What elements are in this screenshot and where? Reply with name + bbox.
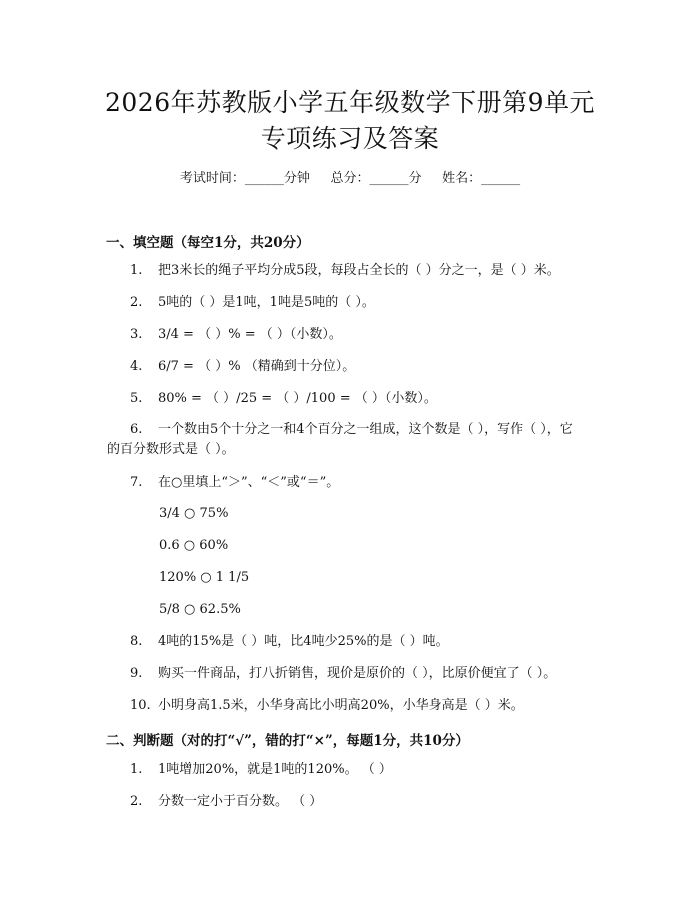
section-heading-true-false: 二、判断题（对的打“√”，错的打“×”，每题1分，共10分）: [106, 733, 469, 749]
question-text: 一个数由5个十分之一和4个百分之一组成，这个数是（ ），写作（ ），它的百分数形式是（ ）。: [107, 422, 573, 457]
question-text: 购买一件商品，打八折销售，现价是原价的（ ），比原价便宜了（ ）。: [158, 666, 557, 681]
question-number: 6.: [130, 422, 143, 437]
page-title-line2: 专项练习及答案: [260, 124, 440, 153]
exam-meta-info: 考试时间：______分钟 总分：______分 姓名：______: [179, 171, 521, 186]
question-item: [130, 390, 437, 407]
question-item: [130, 633, 449, 650]
question-number: 1.: [130, 762, 143, 777]
comparison-item: 5/8 ○ 62.5%: [159, 602, 241, 617]
question-text: 80% = （ ）/25 = （ ）/100 = （ ）（小数）。: [158, 391, 437, 406]
question-item: [130, 474, 339, 491]
section-heading-fill-in: 一、填空题（每空1分，共20分）: [106, 235, 310, 251]
question-number: 3.: [130, 327, 143, 342]
question-number: 1.: [130, 263, 143, 278]
question-number: 7.: [130, 475, 143, 490]
comparison-item: 3/4 ○ 75%: [159, 506, 229, 521]
question-item: [130, 262, 560, 279]
question-number: 5.: [130, 391, 143, 406]
question-text: 把3米长的绳子平均分成5段，每段占全长的（ ）分之一，是（ ）米。: [158, 263, 560, 278]
question-text: 1吨增加20%，就是1吨的120%。 （ ）: [158, 762, 392, 777]
question-number: 10.: [130, 698, 151, 713]
question-text: 6/7 = （ ）% （精确到十分位）。: [158, 359, 356, 374]
question-text: 4吨的15%是（ ）吨，比4吨少25%的是（ ）吨。: [158, 634, 449, 649]
question-text: 5吨的（ ）是1吨，1吨是5吨的（ ）。: [158, 295, 375, 310]
question-item: [130, 294, 375, 311]
question-item: [130, 793, 322, 810]
question-text: 小明身高1.5米，小华身高比小明高20%，小华身高是（ ）米。: [158, 698, 524, 713]
page-title-line1: 2026年苏教版小学五年级数学下册第9单元: [104, 88, 596, 117]
question-number: 4.: [130, 359, 143, 374]
comparison-item: 0.6 ○ 60%: [159, 538, 229, 553]
question-item: [130, 326, 342, 343]
question-text: 在○里填上“＞”、“＜”或“＝”。: [158, 475, 340, 490]
question-text: 分数一定小于百分数。 （ ）: [158, 794, 323, 809]
question-number: 2.: [130, 295, 143, 310]
question-item: [107, 420, 585, 460]
question-item: [130, 697, 524, 714]
comparison-item: 120% ○ 1 1/5: [159, 570, 250, 585]
question-text: 3/4 = （ ）% = （ ）（小数）。: [158, 327, 342, 342]
question-number: 9.: [130, 666, 143, 681]
question-item: [130, 665, 556, 682]
question-item: [130, 761, 392, 778]
question-number: 8.: [130, 634, 143, 649]
question-number: 2.: [130, 794, 143, 809]
question-item: [130, 358, 355, 375]
